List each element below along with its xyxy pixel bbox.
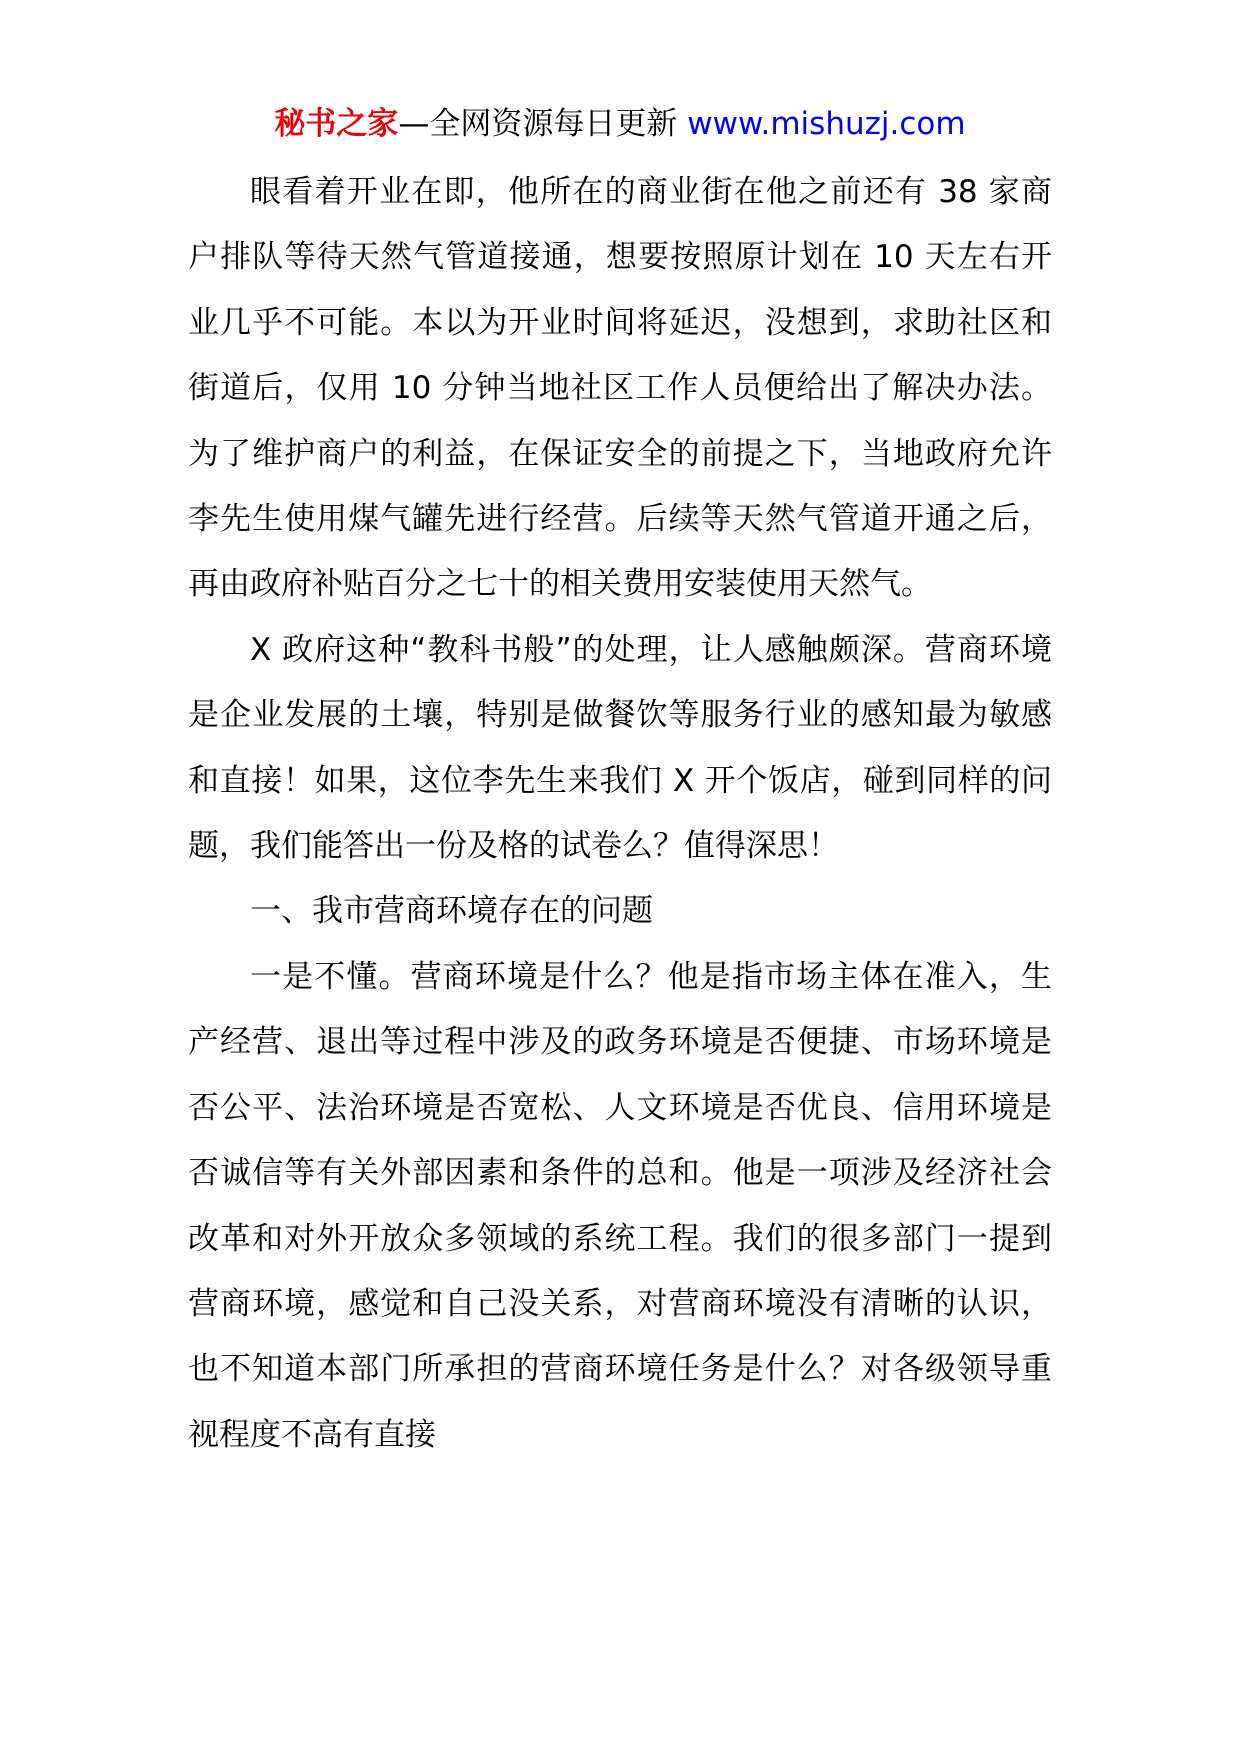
document-body [188,160,1052,1468]
page-header [0,100,1240,148]
header-tagline: —全网资源每日更新 [398,106,688,142]
header-url[interactable]: www.mishuzj.com [687,106,966,142]
header-brand: 秘书之家 [274,106,399,142]
paragraph-2: X 政府这种“教科书般”的处理，让人感触颇深。营商环境是企业发展的土壤，特别是做餐饮等服务行业的感知最为敏感和直接！如果，这位李先生来我们 X 开个饭店，碰到同样的问题，我们能答出一份及格的试卷么？值得深思！ [188,631,1052,865]
paragraph-3: 一是不懂。营商环境是什么？他是指市场主体在准入，生产经营、退出等过程中涉及的政务环境是否便捷、市场环境是否公平、法治环境是否宽松、人文环境是否优良、信用环境是否诚信等有关外部因素和条件的总和。他是一项涉及经济社会改革和对外开放众多领域的系统工程。我们的很多部门一提到营商环境，感觉和自己没关系，对营商环境没有清晰的认识，也不知道本部门所承担的营商环境任务是什么？对各级领导重视程度不高有直接 [188,958,1052,1453]
section-heading: 一、我市营商环境存在的问题 [250,893,653,930]
paragraph-1: 眼看着开业在即，他所在的商业街在他之前还有 38 家商户排队等待天然气管道接通，想要按照原计划在 10 天左右开业几乎不可能。本以为开业时间将延迟，没想到，求助社区和街道后，仅用 10 分钟当地社区工作人员便给出了解决办法。为了维护商户的利益，在保证安全的前提之下，当地政府允许李先生使用煤气罐先进行经营。后续等天然气管道开通之后，再由政府补贴百分之七十的相关费用安装使用天然气。 [188,174,1052,603]
